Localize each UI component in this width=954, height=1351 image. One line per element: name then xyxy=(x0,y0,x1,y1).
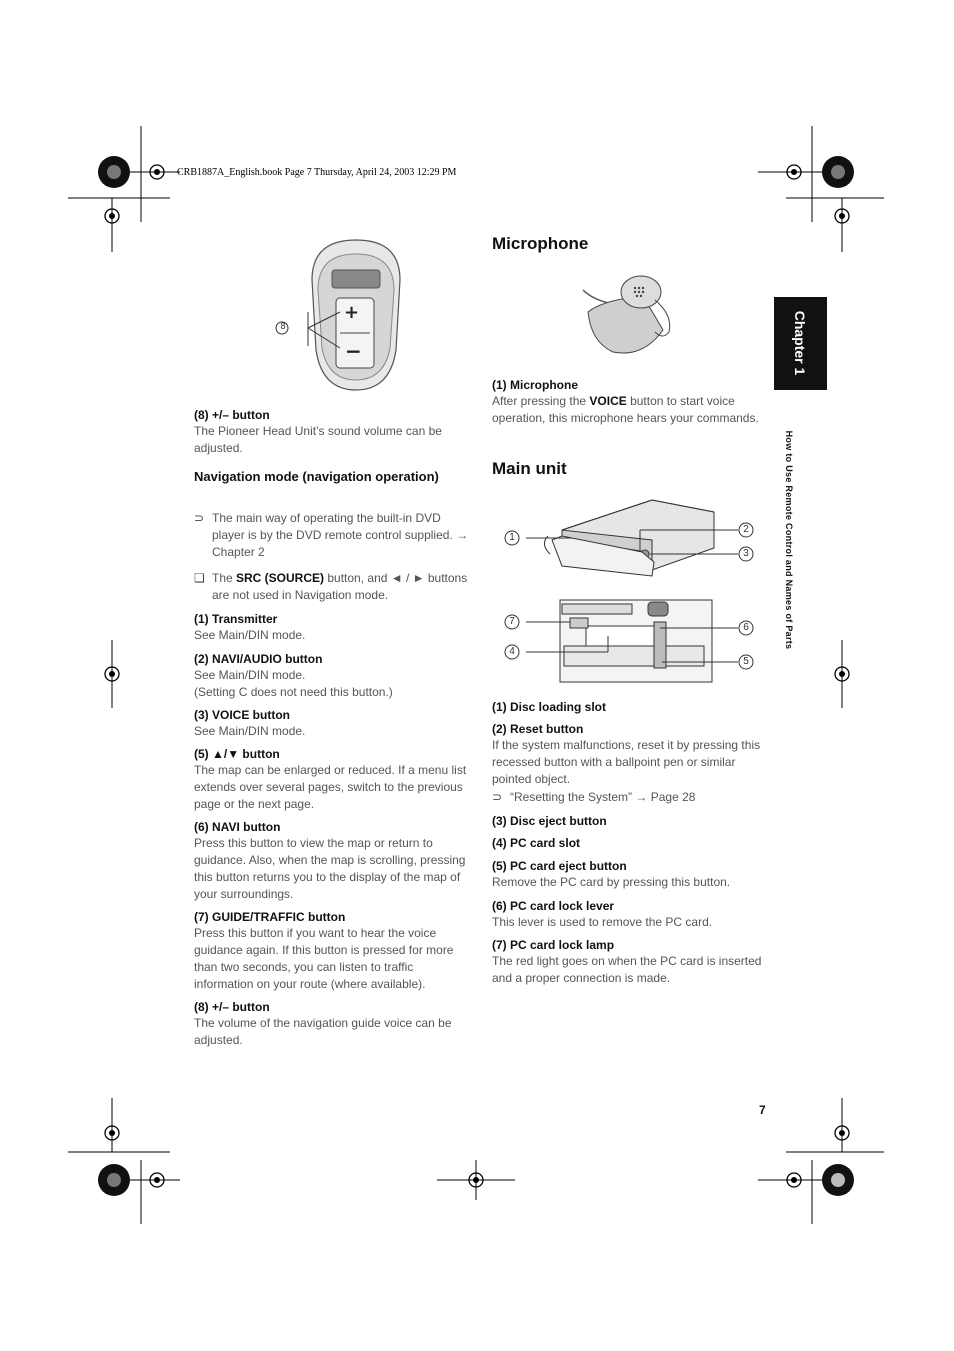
pc-card-slot-title: (4) PC card slot xyxy=(492,836,581,850)
pc-card-eject-body: Remove the PC card by pressing this button. xyxy=(492,875,731,889)
remote-callout-8: 8 xyxy=(280,321,286,331)
callout-6: 6 xyxy=(743,622,749,633)
plus-minus-body: The volume of the navigation guide voice can be adjusted. xyxy=(194,1016,452,1047)
up-down-body: The map can be enlarged or reduced. If a menu list extends over several pages, switch to the previous page or the next page. xyxy=(194,763,467,811)
disc-eject-title: (3) Disc eject button xyxy=(492,814,607,828)
navi-audio-title: (2) NAVI/AUDIO button xyxy=(194,652,323,666)
callout-4: 4 xyxy=(509,646,515,657)
up-down-title: (5) ▲/▼ button xyxy=(194,747,280,761)
navi-title: (6) NAVI button xyxy=(194,820,281,834)
reset-note: “Resetting the System” → Page 28 xyxy=(510,790,696,804)
microphone-illustration xyxy=(583,270,683,360)
pc-card-lock-lamp-body: The red light goes on when the PC card is inserted and a proper connection is made. xyxy=(492,954,762,985)
plus-minus-title: (8) +/– button xyxy=(194,1000,270,1014)
microphone-title: (1) Microphone xyxy=(492,378,578,392)
navi-audio-body: See Main/DIN mode. (Setting C does not need this button.) xyxy=(194,668,393,699)
note-dvd-remote: The main way of operating the built-in DVD player is by the DVD remote control supplied. → Chapter 2 xyxy=(212,511,469,559)
voice-title: (3) VOICE button xyxy=(194,708,290,722)
microphone-heading: Microphone xyxy=(492,234,589,253)
navi-body: Press this button to view the map or return to guidance. Also, when the map is scrolling, pressing this button returns you to the display of the map of your surroundings. xyxy=(194,836,466,901)
page-number: 7 xyxy=(759,1103,766,1117)
remote-control-illustration xyxy=(300,240,410,390)
item-8-body: The Pioneer Head Unit’s sound volume can be adjusted. xyxy=(194,424,442,455)
transmitter-body: See Main/DIN mode. xyxy=(194,628,306,642)
reset-button-title: (2) Reset button xyxy=(492,722,584,736)
transmitter-title: (1) Transmitter xyxy=(194,612,278,626)
main-unit-illustration xyxy=(502,496,762,686)
guide-traffic-title: (7) GUIDE/TRAFFIC button xyxy=(194,910,346,924)
microphone-body: After pressing the VOICE button to start voice operation, this microphone hears your commands. xyxy=(492,394,759,425)
voice-body: See Main/DIN mode. xyxy=(194,724,306,738)
callout-1: 1 xyxy=(509,532,515,543)
pc-card-lock-lamp-title: (7) PC card lock lamp xyxy=(492,938,615,952)
guide-traffic-body: Press this button if you want to hear the voice guidance again. If this button is pressed for more than two seconds, you can listen to traffic information on your route (where available). xyxy=(194,926,454,991)
callout-2: 2 xyxy=(743,524,749,535)
pc-card-lock-lever-title: (6) PC card lock lever xyxy=(492,899,615,913)
main-unit-items xyxy=(492,700,768,1000)
print-header: CRB1887A_English.book Page 7 Thursday, April 24, 2003 12:29 PM xyxy=(177,167,457,178)
chapter-tab-label: Chapter 1 xyxy=(792,310,808,376)
item-8-title: (8) +/– button xyxy=(194,408,270,422)
reset-button-body: If the system malfunctions, reset it by pressing this recessed button with a ballpoint pen or similar pointed object. xyxy=(492,738,761,786)
main-unit-heading: Main unit xyxy=(492,459,567,478)
svg-text:−: − xyxy=(345,339,362,363)
checkbox-icon: ❏ xyxy=(194,571,205,585)
callout-5: 5 xyxy=(743,656,749,667)
note-arrow-icon: ⊃ xyxy=(194,511,205,525)
note-src-buttons: The SRC (SOURCE) button, and ◄ / ► buttons are not used in Navigation mode. xyxy=(212,571,468,602)
disc-loading-slot-title: (1) Disc loading slot xyxy=(492,700,607,714)
svg-text:+: + xyxy=(344,302,360,323)
section-side-title: How to Use Remote Control and Names of Parts xyxy=(784,430,794,650)
navigation-mode-heading: Navigation mode (navigation operation) xyxy=(194,469,439,484)
note-arrow-icon: ⊃ xyxy=(492,790,503,804)
pc-card-eject-title: (5) PC card eject button xyxy=(492,859,627,873)
callout-3: 3 xyxy=(743,548,749,559)
pc-card-lock-lever-body: This lever is used to remove the PC card. xyxy=(492,915,713,929)
callout-7: 7 xyxy=(509,616,515,627)
left-column xyxy=(194,408,470,1068)
